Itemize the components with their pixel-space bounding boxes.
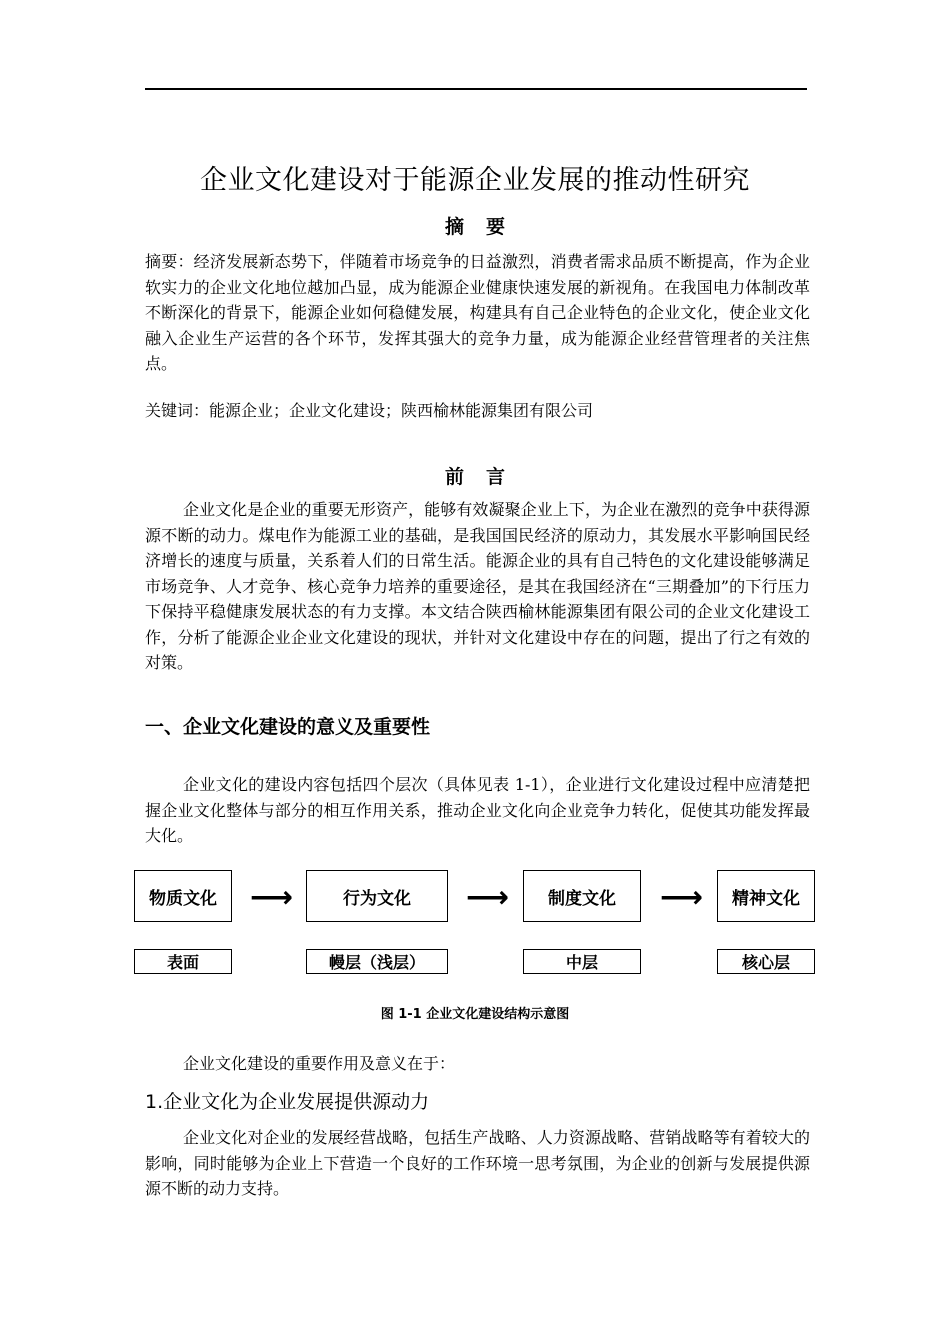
level-middle: 中层 — [523, 949, 641, 974]
abstract-heading: 摘要 — [444, 216, 527, 238]
header-rule — [145, 88, 807, 90]
right-arrow-icon: ⟶ — [250, 880, 294, 915]
subsection1-heading: 1.企业文化为企业发展提供源动力 — [145, 1091, 430, 1113]
box-behavior-culture: 行为文化 — [306, 870, 448, 922]
right-arrow-icon: ⟶ — [466, 880, 510, 915]
preface-heading: 前言 — [444, 466, 527, 488]
section1-heading: 一、企业文化建设的意义及重要性 — [145, 716, 431, 738]
page-title: 企业文化建设对于能源企业发展的推动性研究 — [200, 165, 750, 196]
section1-lead: 企业文化建设的重要作用及意义在于： — [183, 1054, 456, 1073]
box-spirit-culture: 精神文化 — [717, 870, 815, 922]
box-institution-culture: 制度文化 — [523, 870, 641, 922]
right-arrow-icon: ⟶ — [660, 880, 704, 915]
box-material-culture: 物质文化 — [134, 870, 232, 922]
keywords: 关键词：能源企业；企业文化建设；陕西榆林能源集团有限公司 — [145, 401, 594, 420]
level-surface: 表面 — [134, 949, 232, 974]
level-shallow: 幔层（浅层） — [306, 949, 448, 974]
abstract-body: 摘要：经济发展新态势下，伴随着市场竞争的日益激烈，消费者需求品质不断提高，作为企业软实力的企业文化地位越加凸显，成为能源企业健康快速发展的新视角。在我国电力体制改革不断深化的背景下，能源企业如何稳健发展，构建具有自己企业特色的企业文化，使企业文化融入企业生产运营的各个环节，发挥其强大的竞争力量，成为能源企业经营管理者的关注焦点。 — [145, 252, 810, 373]
level-core: 核心层 — [717, 949, 815, 974]
preface-body: 企业文化是企业的重要无形资产，能够有效凝聚企业上下，为企业在激烈的竞争中获得源源不断的动力。煤电作为能源工业的基础，是我国国民经济的原动力，其发展水平影响国民经济增长的速度与质量，关系着人们的日常生活。能源企业的具有自己特色的文化建设能够满足市场竞争、人才竞争、核心竞争力培养的重要途径，是其在我国经济在“三期叠加”的下行压力下保持平稳健康发展状态的有力支撑。本文结合陕西榆林能源集团有限公司的企业文化建设工作，分析了能源企业企业文化建设的现状，并针对文化建设中存在的问题，提出了行之有效的对策。 — [145, 500, 810, 672]
figure-caption: 图 1-1 企业文化建设结构示意图 — [380, 1007, 570, 1022]
subsection1-body: 企业文化对企业的发展经营战略，包括生产战略、人力资源战略、营销战略等有着较大的影响，同时能够为企业上下营造一个良好的工作环境一思考氛围，为企业的创新与发展提供源源不断的动力支持。 — [145, 1128, 810, 1198]
section1-intro: 企业文化的建设内容包括四个层次（具体见表 1-1），企业进行文化建设过程中应清楚把握企业文化整体与部分的相互作用关系，推动企业文化向企业竞争力转化，促使其功能发挥最大化。 — [145, 775, 810, 845]
